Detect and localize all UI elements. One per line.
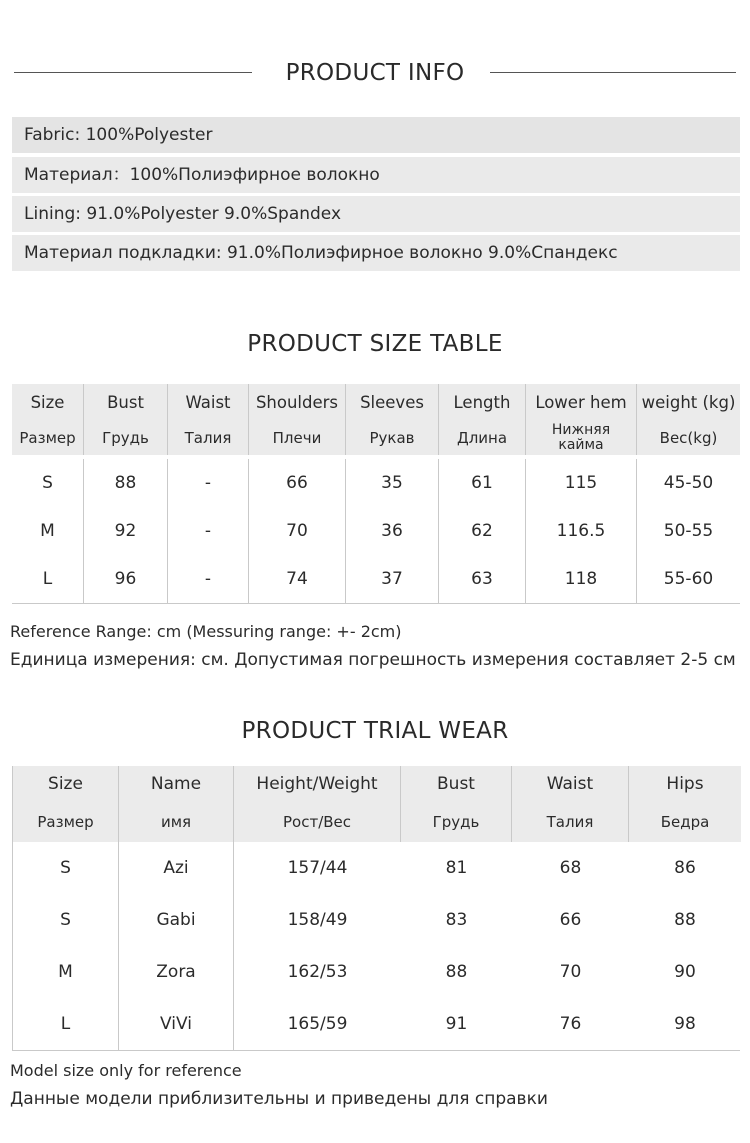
- size-cell: 116.5: [526, 507, 637, 555]
- trial-cell: 98: [674, 1014, 696, 1034]
- trial-note-en: Model size only for reference: [10, 1061, 242, 1080]
- trial-header-ru-bust: Грудь: [401, 802, 512, 842]
- size-cell: S: [12, 459, 84, 507]
- size-cell: 55-60: [663, 569, 714, 589]
- trial-cell: 91: [445, 1014, 468, 1034]
- trial-header-waist: Waist: [512, 766, 629, 802]
- size-header-ru-bust: Грудь: [84, 420, 168, 455]
- size-cell: 92: [84, 507, 168, 555]
- trial-cell: 88: [445, 962, 468, 982]
- size-cell: 37: [346, 555, 439, 603]
- size-header-ru-shoulders: Плечи: [249, 420, 346, 455]
- trial-cell: 165/59: [287, 1014, 348, 1034]
- trial-header-height-weight: Height/Weight: [234, 766, 401, 802]
- trial-table-title: PRODUCT TRIAL WEAR: [241, 718, 509, 744]
- info-row-material: Материал：100%Полиэфирное волокно: [12, 157, 740, 193]
- trial-cell: L: [13, 998, 119, 1050]
- size-cell: 74: [249, 555, 346, 603]
- trial-cell: 81: [445, 858, 468, 878]
- trial-header-bust: Bust: [401, 766, 512, 802]
- size-header-lower-hem: Lower hem: [526, 384, 637, 420]
- trial-header-ru-size: Размер: [13, 802, 119, 842]
- trial-cell: 86: [674, 858, 696, 878]
- trial-cell: M: [13, 946, 119, 998]
- size-header-size: Size: [12, 384, 84, 420]
- size-cell: 35: [346, 459, 439, 507]
- trial-header-ru-waist: Талия: [512, 802, 629, 842]
- trial-cell: Zora: [119, 946, 234, 998]
- trial-cell: S: [13, 894, 119, 946]
- trial-cell: 83: [445, 910, 468, 930]
- trial-header-size: Size: [13, 766, 119, 802]
- size-cell: 118: [526, 555, 637, 603]
- size-header-waist: Waist: [168, 384, 249, 420]
- trial-cell: 90: [674, 962, 696, 982]
- trial-cell: 76: [559, 1014, 582, 1034]
- size-cell: -: [168, 507, 249, 555]
- trial-cell: 70: [559, 962, 582, 982]
- trial-cell: S: [13, 842, 119, 894]
- size-cell: 96: [84, 555, 168, 603]
- size-header-ru-length: Длина: [439, 420, 526, 455]
- size-header-ru-lower-hem: Нижняя кайма: [526, 420, 637, 455]
- size-header-weight: weight (kg): [637, 384, 740, 420]
- trial-cell: 162/53: [287, 962, 348, 982]
- size-table: [12, 384, 740, 604]
- size-header-length: Length: [439, 384, 526, 420]
- size-note-ru: Единица измерения: см. Допустимая погрешность измерения составляет 2-5 см: [10, 650, 736, 670]
- info-row-fabric: Fabric: 100%Polyester: [12, 117, 740, 153]
- trial-table: [12, 766, 740, 1051]
- trial-note-ru: Данные модели приблизительны и приведены для справки: [10, 1089, 548, 1109]
- info-row-lining-material: Материал подкладки: 91.0%Полиэфирное волокно 9.0%Спандекс: [12, 235, 740, 271]
- size-header-ru-sleeves: Рукав: [346, 420, 439, 455]
- size-header-shoulders: Shoulders: [249, 384, 346, 420]
- size-cell: 70: [249, 507, 346, 555]
- trial-cell: 88: [674, 910, 696, 930]
- size-cell: 63: [439, 555, 526, 603]
- size-cell: 66: [249, 459, 346, 507]
- size-cell: -: [168, 459, 249, 507]
- trial-header-name: Name: [119, 766, 234, 802]
- trial-cell: 157/44: [287, 858, 348, 878]
- size-cell: 115: [526, 459, 637, 507]
- product-info-title: PRODUCT INFO: [285, 60, 465, 86]
- size-header-ru-size: Размер: [12, 420, 84, 455]
- size-cell: 45-50: [663, 473, 714, 493]
- trial-cell: Azi: [119, 842, 234, 894]
- trial-header-ru-name: имя: [119, 802, 234, 842]
- size-note-en: Reference Range: cm (Messuring range: +- 2cm): [10, 622, 402, 641]
- trial-header-hips: Hips: [629, 766, 741, 802]
- trial-cell: 158/49: [287, 910, 348, 930]
- size-cell: L: [12, 555, 84, 603]
- size-cell: 36: [346, 507, 439, 555]
- size-cell: M: [12, 507, 84, 555]
- size-header-ru-weight: Вес(kg): [637, 420, 740, 455]
- size-cell: 50-55: [663, 521, 714, 541]
- trial-cell: Gabi: [119, 894, 234, 946]
- trial-cell: ViVi: [119, 998, 234, 1050]
- size-header-sleeves: Sleeves: [346, 384, 439, 420]
- size-cell: 88: [84, 459, 168, 507]
- trial-header-ru-hips: Бедра: [629, 802, 741, 842]
- trial-header-ru-height-weight: Рост/Вес: [234, 802, 401, 842]
- trial-cell: 68: [559, 858, 582, 878]
- size-table-title: PRODUCT SIZE TABLE: [247, 331, 503, 357]
- size-header-bust: Bust: [84, 384, 168, 420]
- size-header-ru-waist: Талия: [168, 420, 249, 455]
- size-cell: 62: [439, 507, 526, 555]
- trial-cell: 66: [559, 910, 582, 930]
- size-cell: -: [168, 555, 249, 603]
- info-row-lining: Lining: 91.0%Polyester 9.0%Spandex: [12, 196, 740, 232]
- size-cell: 61: [439, 459, 526, 507]
